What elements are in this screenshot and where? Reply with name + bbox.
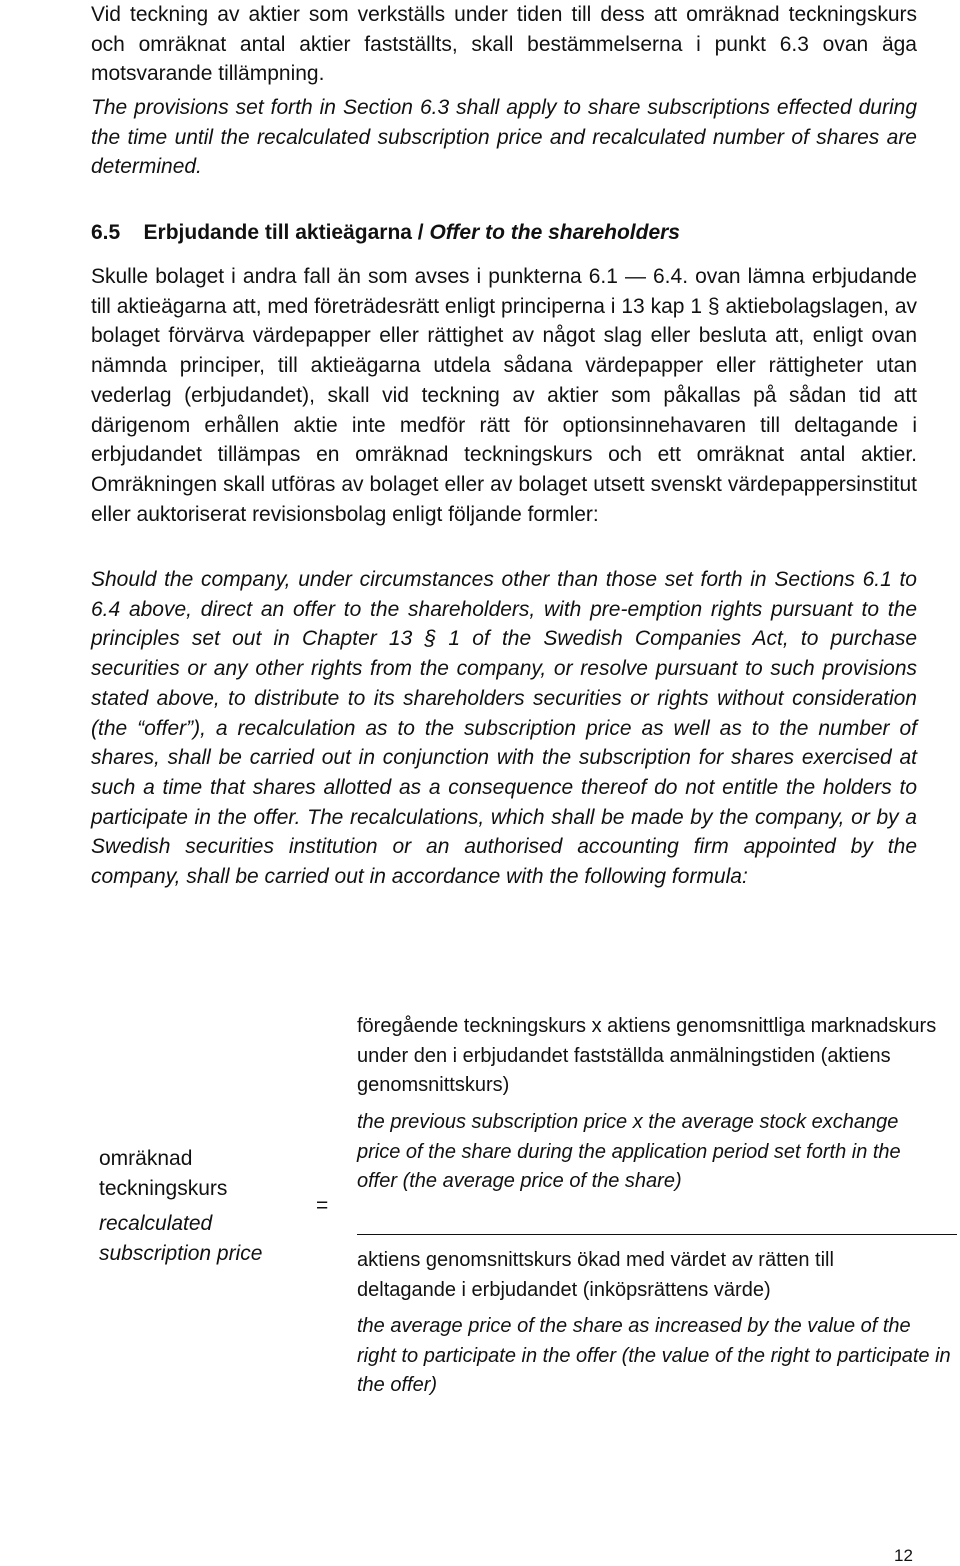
formula-numerator-en: the previous subscription price x the average stock exchange price of the share during the application period set forth in the offer (the average price of the share) bbox=[357, 1111, 901, 1192]
formula-lhs-en: recalculated subscription price bbox=[99, 1212, 263, 1265]
formula-denominator-en: the average price of the share as increased by the value of the right to participate in the offer (the value of the right to participate in the offer) bbox=[357, 1315, 951, 1396]
section-title-en: Offer to the shareholders bbox=[429, 221, 680, 244]
section-heading bbox=[91, 221, 680, 245]
formula-numerator-sv: föregående teckningskurs x aktiens genomsnittliga marknadskurs under den i erbjudandet fastställda anmälningstiden (aktiens genomsnittskurs) bbox=[357, 1015, 937, 1096]
section-body-sv: Skulle bolaget i andra fall än som avses i punkterna 6.1 — 6.4. ovan lämna erbjudande till aktieägarna att, med företrädesrätt enligt principerna i 13 kap 1 § aktiebolagslagen, av bolaget förvärva värdepapper eller rättighet av något slag eller besluta att, enligt ovan nämnda principer, till aktieägarna utdela sådana värdepapper eller rättigheter utan vederlag (erbjudandet), skall vid teckning av aktier som påkallas på sådan tid att därigenom erhållen aktie inte medför rätt för optionsinnehavaren till deltagande i erbjudandet tillämpas en omräknad teckningskurs och ett omräknat antal aktier. Omräkningen skall utföras av bolaget eller av bolaget utsett svenskt värdepappersinstitut eller auktoriserat revisionsbolag enligt följande formler: bbox=[91, 265, 917, 526]
intro-paragraph-en: The provisions set forth in Section 6.3 shall apply to share subscriptions effected during the time until the recalculated subscription price and recalculated number of shares are determined. bbox=[91, 96, 917, 179]
section-number: 6.5 bbox=[91, 221, 121, 244]
section-body-en: Should the company, under circumstances other than those set forth in Sections 6.1 to 6.4 above, direct an offer to the shareholders, with pre-emption rights pursuant to the principles set out in Chapter 13 § 1 of the Swedish Companies Act, to purchase securities or any other rights from the company, or resolve pursuant to such provisions stated above, to distribute to its shareholders securities or rights without consideration (the “offer”), a recalculation as to the subscription price as well as to the number of shares, shall be carried out in conjunction with the subscription for shares exercised at such a time that shares allotted as a consequence thereof do not entitle the holders to participate in the offer. The recalculations, which shall be made by the company, or by a Swedish securities institution or an authorised accounting firm appointed by the company, shall be carried out in accordance with the following formula: bbox=[91, 568, 917, 889]
formula-denominator-sv: aktiens genomsnittskurs ökad med värdet av rätten till deltagande i erbjudandet (inköpsrättens värde) bbox=[357, 1249, 834, 1301]
intro-paragraph-sv: Vid teckning av aktier som verkställs under tiden till dess att omräknad teckningskurs och omräknat antal aktier fastställts, skall bestämmelserna i punkt 6.3 ovan äga motsvarande tillämpning. bbox=[91, 3, 917, 86]
formula-equals: = bbox=[316, 1194, 329, 1217]
page-number: 12 bbox=[894, 1546, 913, 1565]
fraction-line bbox=[357, 1234, 957, 1235]
section-title-sv: Erbjudande till aktieägarna / bbox=[143, 221, 424, 244]
formula-lhs-sv: omräknad teckningskurs bbox=[99, 1147, 228, 1200]
